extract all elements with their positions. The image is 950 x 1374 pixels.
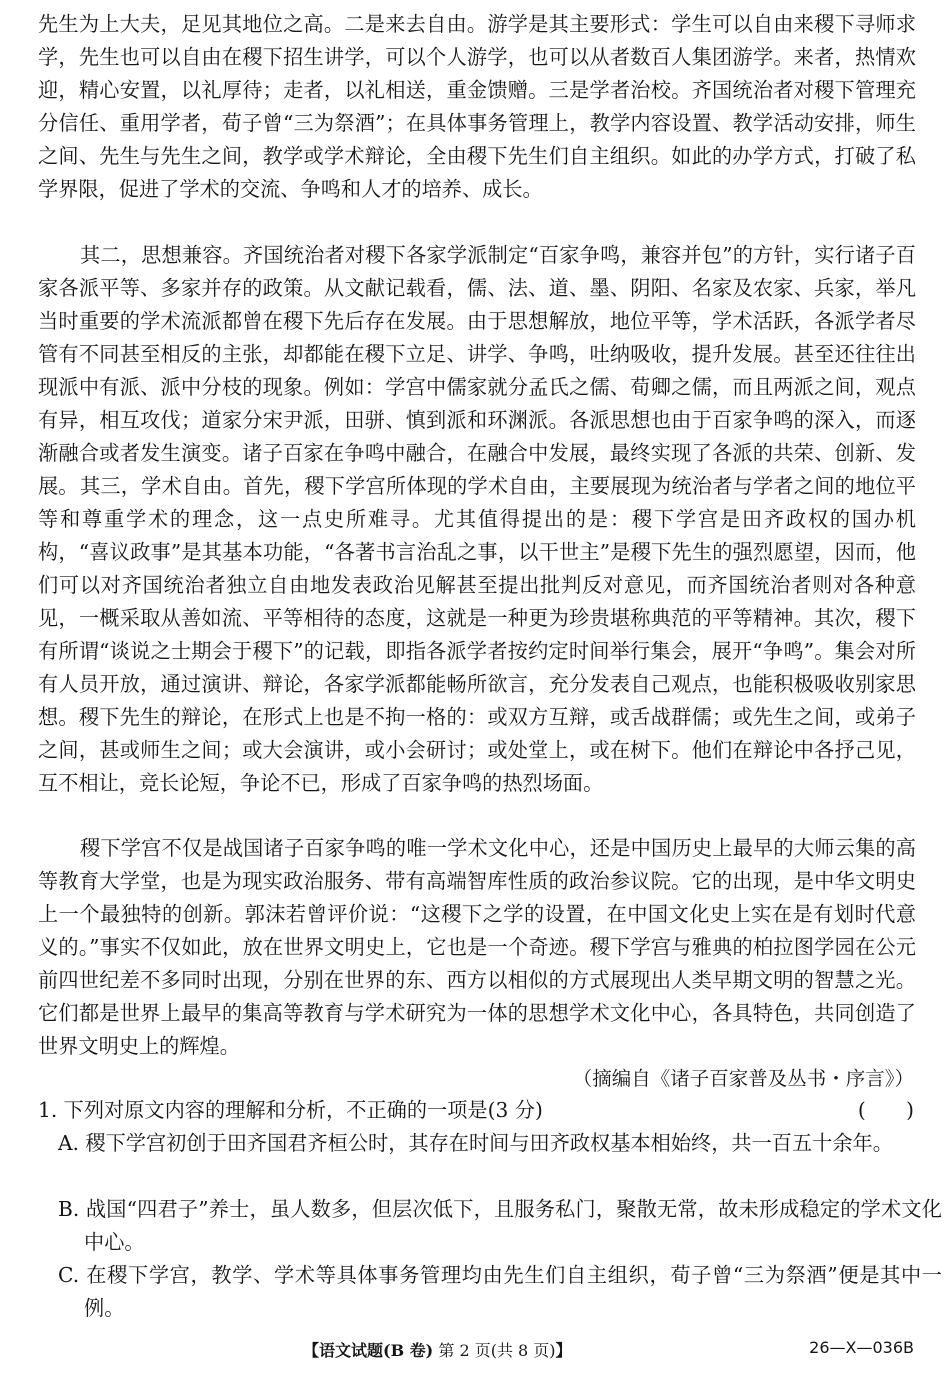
option-b: B. 战国“四君子”养士，虽人数多，但层次低下，且服务私门，聚散无常，故未形成稳定的学术文化中心。: [58, 1197, 942, 1254]
footer-bracket-left: 【: [303, 1341, 320, 1360]
footer-page-number: 第 2 页(共 8 页): [438, 1341, 556, 1360]
passage-paragraph-4: 稷下学宫不仅是战国诸子百家争鸣的唯一学术文化中心，还是中国历史上最早的大师云集的高等教育大学堂，也是为现实政治服务、带有高端智库性质的政治参议院。它的出现，是中华文明史上一个最独特的创新。郭沫若曾评价说：“这稷下之学的设置，在中国文化史上实在是有划时代意义的。”事实不仅如此，放在世界文明史上，它也是一个奇迹。稷下学宫与雅典的柏拉图学园在公元前四世纪差不多同时出现，分别在世界的东、西方以相似的方式展现出人类早期文明的智慧之光。它们都是世界上最早的集高等教育与学术研究为一体的思想学术文化中心，各具特色，共同创造了世界文明史上的辉煌。: [38, 836, 916, 1058]
source-citation: （摘编自《诸子百家普及丛书・序言》）: [572, 1067, 914, 1090]
option-c: C. 在稷下学宫，教学、学术等具体事务管理均由先生们自主组织，荀子曾“三为祭酒”便是其中一例。: [58, 1263, 942, 1320]
passage-paragraph-2: 其二，思想兼容。齐国统治者对稷下各家学派制定“百家争鸣，兼容并包”的方针，实行诸子百家各派平等、多家并存的政策。从文献记载看，儒、法、道、墨、阴阳、名家及农家、兵家，举凡当时重要的学术流派都曾在稷下先后存在发展。由于思想解放，地位平等，学术活跃，各派学者尽管有不同甚至相反的主张，却都能在稷下立足、讲学、争鸣，吐纳吸收，提升发展。甚至还往往出现派中有派、派中分枝的现象。例如：学宫中儒家就分孟氏之儒、荀卿之儒，而且两派之间，观点有异，相互攻伐；道家分宋尹派，田骈、慎到派和环渊派。各派思想也由于百家争鸣的深入，而逐渐融合或者发生演变。诸子百家在争鸣中融合，在融合中发展，最终实现了各派的共荣、创新、发展。: [38, 243, 916, 498]
footer-bracket-right: 】: [555, 1341, 572, 1360]
question-1-text: 1. 下列对原文内容的理解和分析，不正确的一项是(3 分): [38, 1098, 543, 1122]
footer-center: [303, 1338, 572, 1361]
passage-paragraph-1: 先生为上大夫，足见其地位之高。二是来去自由。游学是其主要形式：学生可以自由来稷下寻师求学，先生也可以自由在稷下招生讲学，可以个人游学，也可以从者数百人集团游学。来者，热情欢迎，精心安置，以礼厚待；走者，以礼相送，重金馈赠。三是学者治校。齐国统治者对稷下管理充分信任、重用学者，荀子曾“三为祭酒”；在具体事务管理上，教学内容设置、教学活动安排，师生之间、先生与先生之间，教学或学术辩论，全由稷下先生们自主组织。如此的办学方式，打破了私学界限，促进了学术的交流、争鸣和人才的培养、成长。: [38, 12, 916, 201]
question-1-stem: [38, 1094, 916, 1127]
passage-paragraph-3: 其三，学术自由。首先，稷下学宫所体现的学术自由，主要展现为统治者与学者之间的地位平等和尊重学术的理念，这一点史所难寻。尤其值得提出的是：稷下学宫是田齐政权的国办机构，“喜议政事”是其基本功能，“各著书言治乱之事，以干世主”是稷下先生的强烈愿望，因而，他们可以对齐国统治者独立自由地发表政治见解甚至提出批判反对意见，而齐国统治者则对各种意见，一概采取从善如流、平等相待的态度，这就是一种更为珍贵堪称典范的平等精神。其次，稷下有所谓“谈说之士期会于稷下”的记载，即指各派学者按约定时间举行集会，展开“争鸣”。集会对所有人员开放，通过演讲、辩论，各家学派都能畅所欲言，充分发表自己观点，也能积极吸收别家思想。稷下先生的辩论，在形式上也是不拘一格的：或双方互辩，或舌战群儒；或先生之间，或弟子之间，甚或师生之间；或大会演讲，或小会研讨；或处堂上，或在树下。他们在辩论中各抒己见，互不相让，竞长论短，争论不已，形成了百家争鸣的热烈场面。: [38, 474, 916, 795]
option-a: A. 稷下学宫初创于田齐国君齐桓公时，其存在时间与田齐政权基本相始终，共一百五十余年。: [58, 1131, 893, 1155]
footer-exam-code: 26—X—036B: [809, 1338, 914, 1357]
answer-bracket: ( ): [857, 1098, 914, 1122]
footer-title: 语文试题(B 卷): [319, 1341, 434, 1360]
page-footer: [0, 1334, 950, 1364]
